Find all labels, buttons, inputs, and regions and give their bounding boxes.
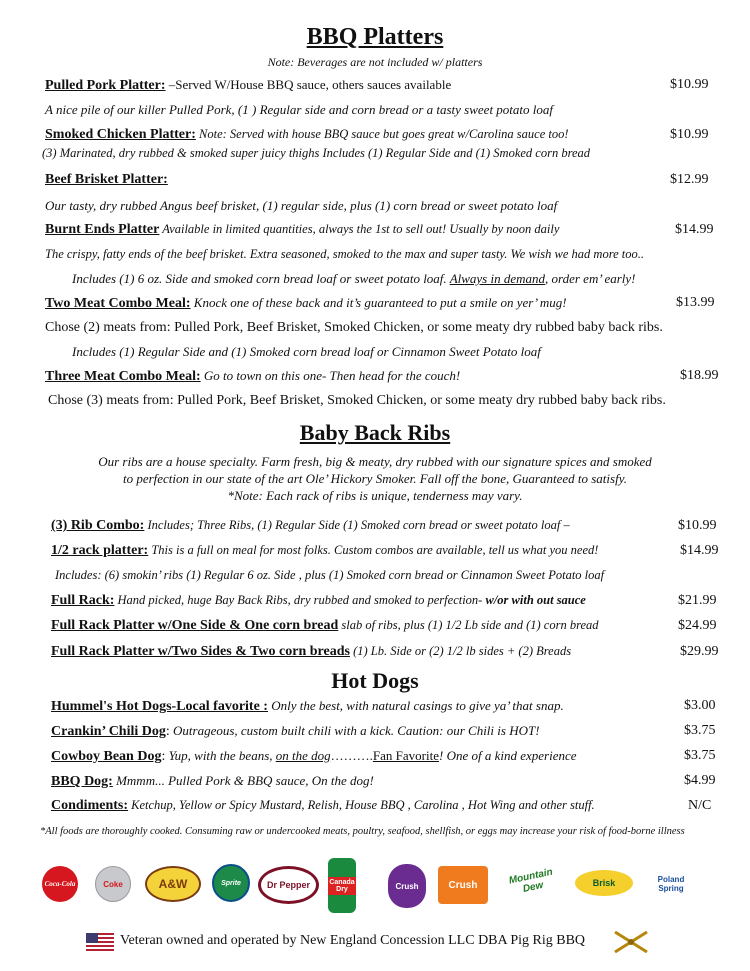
order-early-text: , order em’ early! <box>545 271 636 286</box>
price: $3.00 <box>684 698 716 713</box>
menu-item-smoked-chicken <box>45 127 569 143</box>
crossed-rifles-svg <box>612 928 650 956</box>
item-note: This is a full on meal for most folks. Custom combos are available, tell us what you need! <box>148 543 599 557</box>
logo-text: Coca-Cola <box>44 880 76 888</box>
menu-item-full-rack <box>51 593 586 609</box>
price: $10.99 <box>670 127 709 142</box>
logo-text: Crush <box>448 879 478 891</box>
item-name: Full Rack Platter w/One Side & One corn bread <box>51 618 339 633</box>
menu-item-pulled-pork <box>45 77 451 94</box>
colon: : <box>161 749 166 764</box>
item-name: Full Rack: <box>51 593 115 608</box>
crush-orange-logo <box>438 866 488 904</box>
item-note: Hand picked, huge Bay Back Ribs, dry rubbed and smoked to perfection- <box>114 593 486 607</box>
item-name: 1/2 rack platter: <box>51 543 149 558</box>
poland-spring-logo <box>650 866 692 902</box>
dr-pepper-logo <box>258 866 319 904</box>
item-description: Chose (3) meats from: Pulled Pork, Beef Brisket, Smoked Chicken, or some meaty dry rubbed baby back ribs. <box>48 393 666 408</box>
item-name: Burnt Ends Platter <box>45 222 160 237</box>
item-name: BBQ Dog: <box>51 774 113 789</box>
item-note: Outrageous, custom built chili with a kick. Caution: our Chili is HOT! <box>169 723 540 738</box>
item-name: Pulled Pork Platter: <box>45 78 166 93</box>
menu-item-full-rack-two-sides <box>51 644 571 660</box>
logo-text: A&W <box>158 877 188 891</box>
item-note: Go to town on this one- Then head for the couch! <box>200 368 461 383</box>
us-flag-icon <box>86 933 114 951</box>
price: $10.99 <box>670 77 709 92</box>
item-name: (3) Rib Combo: <box>51 518 145 533</box>
includes-text: Includes (1) 6 oz. Side and smoked corn bread loaf or sweet potato loaf. <box>72 271 450 286</box>
item-description: Includes: (6) smokin’ ribs (1) Regular 6 oz. Side , plus (1) Smoked corn bread or Cinnamon Sweet Potato loaf <box>55 568 605 582</box>
price: $4.99 <box>684 773 716 788</box>
item-note: Ketchup, Yellow or Spicy Mustard, Relish, House BBQ , Carolina , Hot Wing and other stuff. <box>128 798 595 812</box>
food-safety-disclaimer: *All foods are thoroughly cooked. Consuming raw or undercooked meats, poultry, seafood, shellfish, or eggs may increase your risk of food-borne illness <box>40 826 685 837</box>
item-description: Our tasty, dry rubbed Angus beef brisket, (1) regular side, plus (1) corn bread or sweet potato loaf <box>45 198 558 213</box>
menu-item-hummels <box>51 698 564 715</box>
aw-logo <box>145 866 201 902</box>
ribs-intro-3: *Note: Each rack of ribs is unique, tenderness may vary. <box>227 488 523 503</box>
logo-text: Crush <box>395 881 419 891</box>
item-name: Three Meat Combo Meal: <box>45 369 201 384</box>
mountain-dew-logo <box>497 856 568 908</box>
logo-text: Dr Pepper <box>266 880 310 890</box>
section-title-ribs: Baby Back Ribs <box>299 420 451 445</box>
item-name: Full Rack Platter w/Two Sides & Two corn breads <box>51 644 350 659</box>
crossed-rifles-icon <box>612 928 650 956</box>
logo-text: Mountain Dew <box>507 866 554 895</box>
logo-text: Sprite <box>221 879 241 887</box>
logo-text: Brisk <box>592 878 616 888</box>
menu-item-chili-dog <box>51 723 540 740</box>
price: $14.99 <box>675 222 714 237</box>
coke-logo <box>95 866 131 902</box>
item-name: Crankin’ Chili Dog <box>51 724 166 739</box>
us-flag-svg <box>86 933 114 951</box>
item-note: Available in limited quantities, always the 1st to sell out! Usually by noon daily <box>159 222 560 236</box>
item-note: slab of ribs, plus (1) 1/2 Lb side and (1) corn bread <box>338 618 599 632</box>
sauce-note: w/or with out sauce <box>485 593 586 607</box>
item-name: Hummel's Hot Dogs-Local favorite : <box>51 699 268 714</box>
ribs-intro-2: to perfection in our state of the art Ole’ Hickory Smoker. Fall off the bone, Guaranteed to satisfy. <box>122 471 628 486</box>
price: $21.99 <box>678 593 717 608</box>
brisk-logo <box>575 870 633 896</box>
footer-text: Veteran owned and operated by New England Concession LLC DBA Pig Rig BBQ <box>120 933 586 948</box>
item-note: Knock one of these back and it’s guaranteed to put a smile on yer’ mug! <box>190 295 567 310</box>
item-description: The crispy, fatty ends of the beef brisket. Extra seasoned, smoked to the max and super tasty. We wish we had more too.. <box>45 247 644 261</box>
demand-text: Always in demand <box>449 271 546 286</box>
item-name: Smoked Chicken Platter: <box>45 127 196 142</box>
beverage-note: Note: Beverages are not included w/ platters <box>267 55 483 69</box>
menu-item-bbq-dog <box>51 773 374 790</box>
menu-item-half-rack <box>51 543 598 559</box>
coca-cola-logo <box>42 866 78 902</box>
item-note-1: Yup, with the beans, <box>165 748 276 763</box>
item-note: (1) Lb. Side or (2) 1/2 lb sides + (2) Breads <box>349 644 572 658</box>
menu-item-condiments <box>51 798 595 814</box>
price: $24.99 <box>678 618 717 633</box>
price: $10.99 <box>678 518 717 533</box>
menu-item-burnt-ends <box>45 222 559 238</box>
item-note-3: ………. <box>330 748 373 763</box>
item-name: Cowboy Bean Dog <box>51 749 162 764</box>
colon: : <box>165 724 170 739</box>
logo-text: Poland Spring <box>657 875 685 893</box>
menu-item-two-meat-combo <box>45 295 567 312</box>
price: N/C <box>688 798 712 813</box>
item-note: Includes; Three Ribs, (1) Regular Side (1) Smoked corn bread or sweet potato loaf – <box>144 518 570 532</box>
section-title-bbq: BBQ Platters <box>306 24 444 50</box>
menu-item-beef-brisket <box>45 172 168 188</box>
menu-item-rib-combo <box>51 518 570 534</box>
item-name: Beef Brisket Platter: <box>45 172 168 187</box>
item-note-2: on the dog <box>275 748 331 763</box>
price: $18.99 <box>680 368 719 383</box>
item-description: (3) Marinated, dry rubbed & smoked super juicy thighs Includes (1) Regular Side and (1) Smoked corn bread <box>42 146 591 160</box>
item-note: Note: Served with house BBQ sauce but goes great w/Carolina sauce too! <box>195 127 569 141</box>
menu-item-cowboy-bean-dog <box>51 748 577 765</box>
item-name: Two Meat Combo Meal: <box>45 296 191 311</box>
price: $29.99 <box>680 644 719 659</box>
item-description-2 <box>72 271 636 287</box>
item-description: Chose (2) meats from: Pulled Pork, Beef Brisket, Smoked Chicken, or some meaty dry rubbed baby back ribs. <box>45 320 663 335</box>
item-description-2: Includes (1) Regular Side and (1) Smoked corn bread loaf or Cinnamon Sweet Potato loaf <box>72 344 541 359</box>
item-note: Mmmm... Pulled Pork & BBQ sauce, On the dog! <box>112 773 374 788</box>
price: $12.99 <box>670 172 709 187</box>
price: $14.99 <box>680 543 719 558</box>
canada-dry-logo <box>328 858 356 913</box>
price: $3.75 <box>684 748 716 763</box>
price: $3.75 <box>684 723 716 738</box>
item-note: Only the best, with natural casings to give ya’ that snap. <box>267 698 564 713</box>
price: $13.99 <box>676 295 715 310</box>
sprite-logo <box>212 864 250 902</box>
crush-grape-logo <box>388 864 426 908</box>
menu-item-three-meat-combo <box>45 368 460 385</box>
menu-item-full-rack-one-side <box>51 618 599 634</box>
fan-favorite: Fan Favorite <box>372 748 439 763</box>
ribs-intro-1: Our ribs are a house specialty. Farm fresh, big & meaty, dry rubbed with our signature spices and smoked <box>98 454 652 469</box>
item-note-4: ! One of a kind experience <box>438 748 577 763</box>
section-title-hot-dogs: Hot Dogs <box>331 668 419 693</box>
item-description: A nice pile of our killer Pulled Pork, (1 ) Regular side and corn bread or a tasty sweet potato loaf <box>45 102 554 117</box>
logo-text: Canada Dry <box>329 878 355 893</box>
item-name: Condiments: <box>51 798 129 813</box>
logo-text: Coke <box>103 879 123 889</box>
item-note: –Served W/House BBQ sauce, others sauces available <box>165 77 452 92</box>
